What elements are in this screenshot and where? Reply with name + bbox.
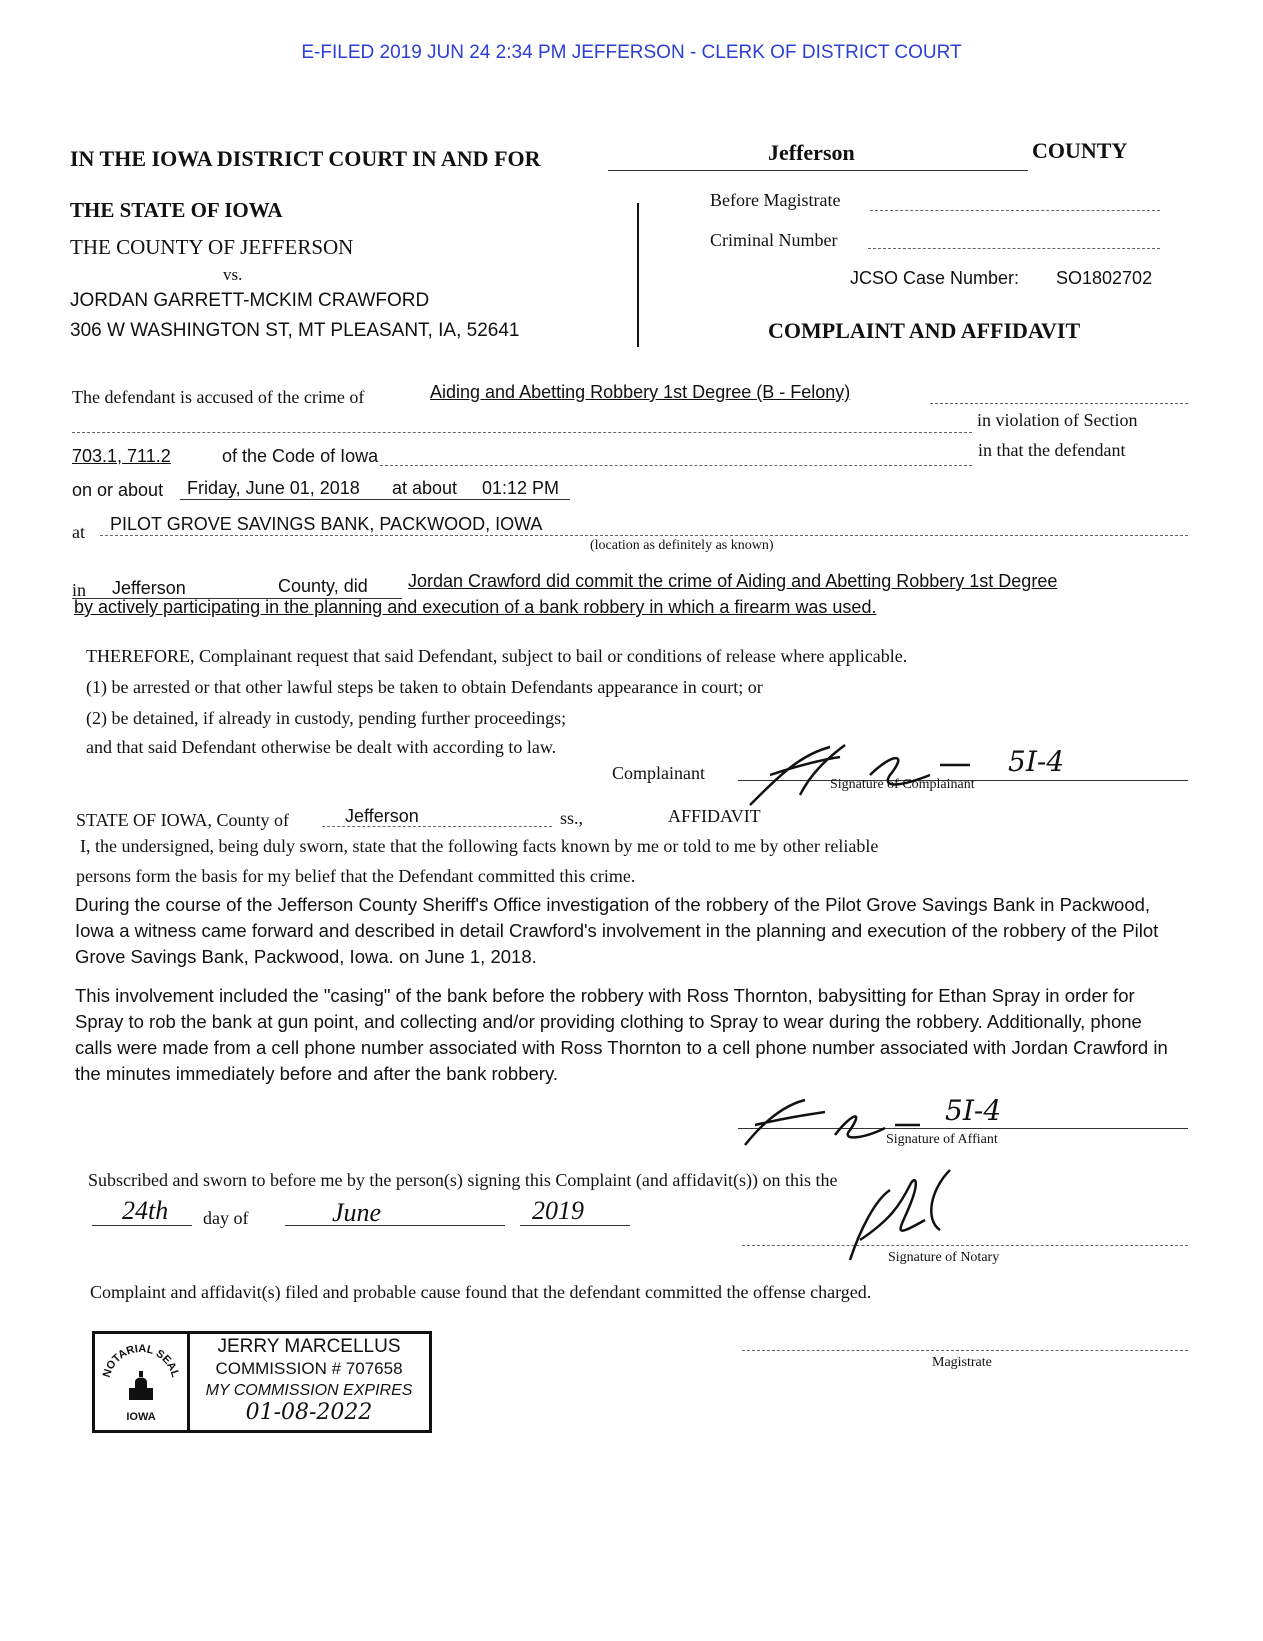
- versus: vs.: [223, 265, 243, 284]
- in-that-label: in that the defendant: [978, 440, 1126, 460]
- before-magistrate-line: [870, 210, 1160, 211]
- notary-commission: COMMISSION # 707658: [215, 1359, 403, 1378]
- location-line: [100, 535, 1188, 536]
- therefore-line-4: and that said Defendant otherwise be dealt with according to law.: [86, 737, 557, 757]
- code-section: 703.1, 711.2: [72, 446, 171, 466]
- ss-label: ss.,: [560, 808, 584, 828]
- affiant-signature: [735, 1090, 1075, 1160]
- affidavit-intro-1: I, the undersigned, being duly sworn, state that the following facts known by me or told to me by other reliable: [80, 836, 879, 856]
- date-prefix: on or about: [72, 480, 164, 500]
- before-magistrate-label: Before Magistrate: [710, 190, 841, 210]
- time-prefix: at about: [392, 478, 458, 498]
- therefore-line-3: (2) be detained, if already in custody, pending further proceedings;: [86, 708, 567, 728]
- complainant-sig-number: 5I-4: [1008, 745, 1065, 778]
- criminal-number-label: Criminal Number: [710, 230, 838, 250]
- offense-date: Friday, June 01, 2018: [187, 478, 360, 498]
- seal-bottom-text: IOWA: [126, 1411, 156, 1423]
- filed-statement: Complaint and affidavit(s) filed and probable cause found that the defendant committed the offense charged.: [90, 1282, 872, 1302]
- affiant-sig-number: 5I-4: [945, 1094, 1002, 1127]
- day-of-label: day of: [203, 1208, 249, 1228]
- state-party: THE STATE OF IOWA: [70, 198, 283, 222]
- seal-top-text: NOTARIAL SEAL: [100, 1342, 182, 1379]
- sworn-month-line: [285, 1225, 505, 1226]
- sworn-year: 2019: [532, 1196, 584, 1225]
- county-party: THE COUNTY OF JEFFERSON: [70, 235, 354, 259]
- date-line: [180, 499, 570, 500]
- code-line: [380, 465, 972, 466]
- seal-emblem-icon: [95, 1334, 187, 1430]
- affidavit-facts-2: This involvement included the "casing" of the bank before the robbery with Ross Thornton, babysitting for Ethan Spray in order for Spray to rob the bank at gun point, and collecting and/or providing clothing to Spray to wear during the robbery. Additionally, phone calls were made from a cell phone number associated with Ross Thornton to a cell phone number associated with Jordan Crawford in the minutes immediately before and after the bank robbery.: [75, 985, 1168, 1084]
- notary-signature: [830, 1160, 1030, 1270]
- offense-time: 01:12 PM: [482, 478, 560, 498]
- caption-divider: [637, 203, 639, 347]
- notary-name: JERRY MARCELLUS: [217, 1336, 401, 1357]
- complainant-signature: [740, 735, 1120, 815]
- defendant-name: JORDAN GARRETT-MCKIM CRAWFORD: [70, 290, 430, 311]
- location-note: (location as definitely as known): [590, 538, 774, 553]
- magistrate-label: Magistrate: [932, 1355, 992, 1370]
- commission-expires-label: MY COMMISSION EXPIRES: [205, 1382, 413, 1399]
- violation-label: in violation of Section: [977, 410, 1138, 430]
- affidavit-facts-1: During the course of the Jefferson County Sheriff's Office investigation of the robbery of the Pilot Grove Savings Bank in Packwood, Iowa a witness came forward and described in detail Crawford's involvement in the planning and execution of the robbery of the Pilot Grove Savings Bank, Packwood, Iowa. on June 1, 2018.: [75, 894, 1159, 967]
- sworn-day: 24th: [122, 1196, 169, 1225]
- sworn-year-line: [520, 1225, 630, 1226]
- code-of-iowa: of the Code of Iowa: [222, 446, 379, 466]
- complainant-label: Complainant: [612, 763, 705, 783]
- jcso-number: SO1802702: [1056, 268, 1153, 288]
- affidavit-county-line: [322, 826, 552, 827]
- sworn-day-line: [92, 1225, 192, 1226]
- in-label: in: [72, 580, 87, 600]
- county-label: COUNTY: [1032, 138, 1128, 163]
- document-title: COMPLAINT AND AFFIDAVIT: [768, 318, 1081, 343]
- notary-stamp: [92, 1331, 432, 1433]
- affiant-sig-caption: Signature of Affiant: [886, 1132, 998, 1147]
- stamp-details: [191, 1336, 427, 1425]
- affidavit-intro-2: persons form the basis for my belief that the Defendant committed this crime.: [76, 866, 636, 886]
- sworn-statement: Subscribed and sworn to before me by the person(s) signing this Complaint (and affidavit(s)) on this the: [88, 1170, 838, 1190]
- crime-line-end: [930, 403, 1188, 404]
- sworn-month: June: [332, 1198, 382, 1227]
- therefore-line-1: THEREFORE, Complainant request that said Defendant, subject to bail or conditions of release where applicable.: [86, 646, 908, 666]
- court-heading: IN THE IOWA DISTRICT COURT IN AND FOR: [70, 146, 541, 171]
- complainant-sig-caption: Signature of Complainant: [830, 777, 975, 792]
- county-line: [608, 170, 1028, 171]
- offense-location: PILOT GROVE SAVINGS BANK, PACKWOOD, IOWA: [110, 514, 543, 534]
- therefore-line-2: (1) be arrested or that other lawful steps be taken to obtain Defendants appearance in court; or: [86, 677, 763, 697]
- accused-label: The defendant is accused of the crime of: [72, 387, 365, 407]
- affidavit-state-prefix: STATE OF IOWA, County of: [76, 810, 290, 830]
- jcso-label: JCSO Case Number:: [850, 268, 1020, 288]
- criminal-number-line: [868, 248, 1160, 249]
- magistrate-line: [742, 1350, 1188, 1351]
- defendant-address: 306 W WASHINGTON ST, MT PLEASANT, IA, 52641: [70, 320, 520, 341]
- at-label: at: [72, 522, 85, 542]
- county-did: County, did: [278, 576, 368, 596]
- act-line-2: by actively participating in the planning and execution of a bank robbery in which a firearm was used.: [74, 597, 877, 617]
- efiled-banner: E-FILED 2019 JUN 24 2:34 PM JEFFERSON - CLERK OF DISTRICT COURT: [301, 42, 962, 63]
- crime-line-2: [72, 432, 972, 433]
- offense-county: Jefferson: [112, 578, 186, 598]
- notarial-seal: [95, 1334, 190, 1430]
- affidavit-county: Jefferson: [345, 806, 419, 826]
- commission-expires-date: 01-08-2022: [245, 1400, 373, 1425]
- notary-sig-caption: Signature of Notary: [888, 1250, 1000, 1265]
- crime-name: Aiding and Abetting Robbery 1st Degree (B - Felony): [430, 382, 851, 402]
- act-line-1: Jordan Crawford did commit the crime of Aiding and Abetting Robbery 1st Degree: [408, 571, 1058, 591]
- county-name: Jefferson: [768, 140, 855, 165]
- affidavit-title: AFFIDAVIT: [668, 806, 761, 826]
